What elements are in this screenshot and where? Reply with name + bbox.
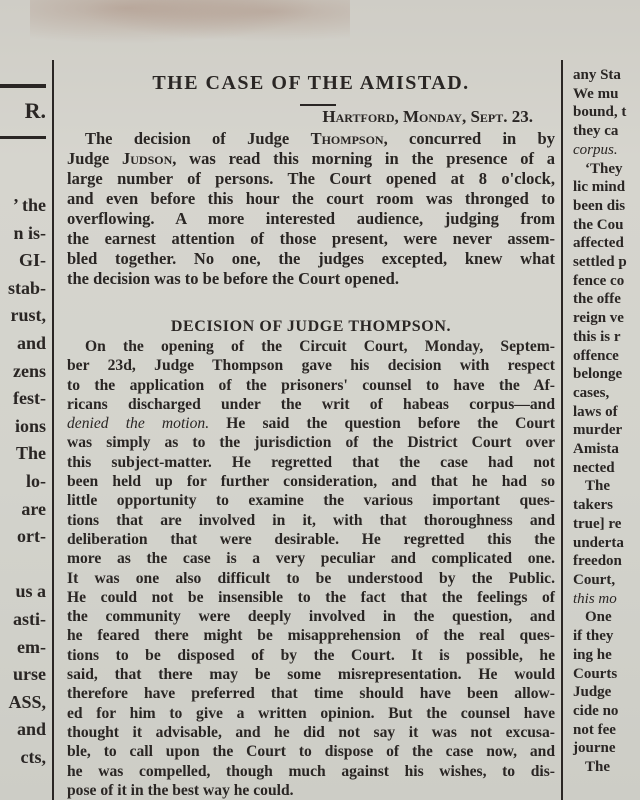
subheading: DECISION OF JUDGE THOMPSON. — [170, 318, 452, 335]
ink-smudge — [30, 0, 350, 50]
text-line: murder — [573, 422, 623, 439]
text-line: said, that there may be some misrepresentation. He would — [67, 666, 555, 684]
text-line: he feared there might be misapprehension of the real ques- — [67, 627, 555, 645]
column-rule-left — [52, 60, 54, 800]
text-line: they ca — [573, 123, 619, 140]
text-line — [67, 129, 555, 149]
text-segment: The decision of Judge — [85, 129, 311, 148]
text-line: Judge — [573, 684, 612, 701]
text-line: lo- — [26, 471, 46, 491]
text-line: and — [16, 719, 46, 740]
text-line: underta — [573, 534, 624, 551]
text-line: thought it advisable, and he did not say it was not excusa- — [67, 723, 555, 741]
text-line: deliberation that were desirable. He regretted this the — [67, 530, 555, 548]
text-line: Courts — [573, 665, 618, 682]
text-line: The — [585, 759, 611, 776]
text-line: are — [21, 498, 46, 519]
text-line: affected — [573, 235, 624, 252]
text-segment: Judson — [121, 149, 173, 168]
text-line: tions to be disposed of by the Court. It is possible, he — [67, 646, 555, 664]
text-line: corpus. — [573, 141, 618, 158]
text-line: little opportunity to examine the various important ques- — [67, 492, 555, 510]
text-line: He could not be insensible to the fact that the feelings of — [67, 588, 555, 606]
text-line: cases, — [573, 384, 610, 401]
text-line: this mo — [573, 590, 617, 607]
text-line: Amista — [573, 441, 619, 458]
text-segment: denied the motion. — [67, 415, 210, 433]
text-line: any Sta — [573, 67, 621, 83]
text-line: zens — [13, 360, 46, 381]
text-line: bled together. No one, the judges excepted, knew what — [67, 249, 555, 268]
text-line: bound, t — [573, 104, 627, 121]
text-line: was simply as to the jurisdiction of the District Court over — [67, 434, 555, 452]
headline: THE CASE OF THE AMISTAD. — [152, 72, 470, 94]
text-line: not fee — [573, 721, 616, 738]
text-line: ort- — [17, 526, 46, 547]
text-line: freedon — [573, 553, 622, 570]
text-segment: Thompson — [310, 129, 384, 148]
text-line: offence — [573, 347, 619, 364]
text-line: ble, to call upon the Court to dispose of the case now, and — [67, 743, 555, 761]
text-line: settled p — [573, 254, 627, 271]
text-line: the community were deeply involved in the question, and — [67, 608, 555, 626]
text-segment: , was read this morning in the presence of a — [172, 149, 555, 168]
text-line — [67, 414, 555, 433]
text-line: ing he — [573, 646, 612, 663]
text-line: GI- — [19, 250, 46, 271]
text-line: us a — [15, 581, 46, 602]
text-line: the Cou — [573, 216, 624, 233]
text-line: the offe — [573, 291, 621, 308]
text-line: em- — [17, 636, 46, 657]
text-line: cide no — [573, 702, 619, 719]
text-segment: He said the question before the Court — [209, 415, 555, 433]
column-rule-right — [561, 60, 563, 800]
text-line: been held up for further consideration, and that he had so — [67, 473, 555, 491]
text-line: ions — [14, 415, 46, 436]
text-line: laws of — [573, 403, 618, 420]
text-line: Court, — [573, 571, 616, 588]
paragraph-decision — [67, 337, 555, 800]
text-line: true] re — [573, 515, 622, 532]
text-line: It was one also difficult to be understood by the Public. — [67, 569, 555, 587]
text-line: ASS, — [8, 691, 46, 712]
text-line: belonge — [573, 366, 623, 383]
text-line: overflowing. A more interested audience, judging from — [67, 209, 555, 228]
text-line: and even before this hour the court room was thronged to — [67, 189, 555, 208]
text-line: urse — [13, 664, 46, 685]
right-column — [573, 66, 640, 777]
text-segment: , concurred in by — [383, 129, 555, 148]
text-line: ‘They — [585, 160, 623, 177]
text-line: ricans discharged under the writ of habeas corpus—and — [67, 395, 555, 413]
text-line: this subject-matter. He regretted that the case had not — [67, 453, 555, 471]
text-line: stab- — [7, 277, 46, 298]
text-line — [67, 149, 555, 169]
left-column-top-rule — [0, 84, 46, 88]
text-line: n is- — [13, 222, 46, 243]
text-line: fence co — [573, 272, 625, 289]
text-line: this is r — [573, 328, 621, 345]
text-line: On the opening of the Circuit Court, Monday, Septem- — [85, 338, 555, 355]
left-column-bottom-rule — [0, 136, 46, 139]
text-line: he was compelled, though much against his wishes, to dis- — [67, 762, 555, 780]
text-line: been dis — [573, 197, 626, 214]
text-line: pose of it in the best way he could. — [67, 781, 294, 799]
text-line: We mu — [573, 85, 619, 102]
text-line: large number of persons. The Court opened at 8 o'clock, — [67, 169, 555, 188]
text-line: takers — [573, 497, 613, 514]
text-line: therefore have preferred that time should have been allow- — [67, 685, 555, 703]
text-line: lic mind — [573, 179, 626, 196]
text-line: cts, — [20, 747, 46, 767]
text-line: to the application of the prisoners' counsel to have the Af- — [67, 376, 555, 394]
text-line: journe — [573, 740, 616, 757]
text-line: nected — [573, 459, 615, 476]
headline-rule — [300, 104, 336, 106]
text-line: more as the case is a very peculiar and complicated one. — [67, 550, 555, 568]
dateline: Hartford, Monday, Sept. 23. — [322, 107, 533, 126]
text-line: The — [585, 478, 611, 495]
text-line: ed for him to give a written opinion. But the counsel have — [67, 704, 555, 722]
text-line: the earnest attention of those present, were never assem- — [67, 229, 555, 248]
paragraph-intro — [67, 129, 555, 289]
text-line: ber 23d, Judge Thompson gave his decision with respect — [67, 357, 555, 375]
text-line: One — [585, 609, 612, 626]
text-line: The — [15, 443, 46, 464]
text-line: the decision was to be before the Court opened. — [67, 269, 399, 288]
text-line: rust, — [10, 305, 46, 326]
text-line: tions that are involved in it, with that thoroughness and — [67, 511, 555, 529]
text-segment: Judge — [67, 149, 122, 168]
text-line: asti- — [13, 609, 46, 629]
text-line: if they — [573, 628, 614, 645]
text-line: reign ve — [573, 310, 624, 327]
text-line: ’ the — [12, 195, 46, 215]
text-line: and — [16, 333, 46, 353]
text-line: fest- — [13, 388, 46, 409]
left-column-header: R. — [24, 98, 46, 123]
